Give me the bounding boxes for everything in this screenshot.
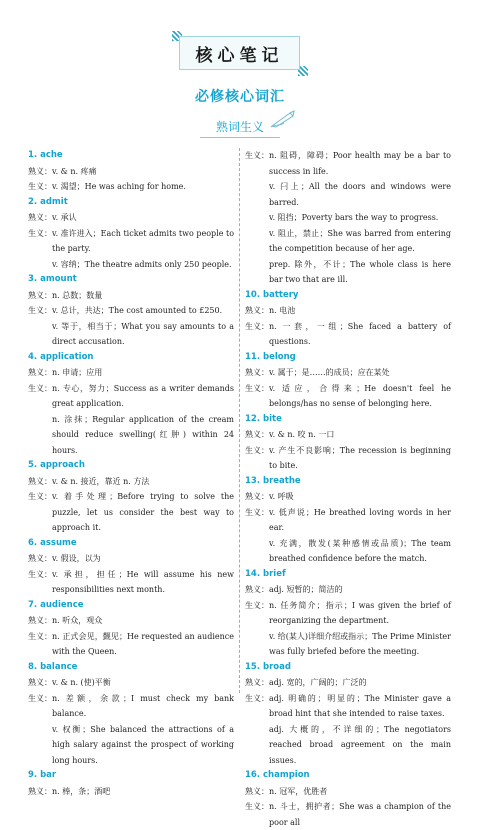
entry-line [28, 288, 234, 304]
sub-title: 熟词生义 [200, 116, 280, 138]
entry-line [245, 505, 451, 536]
entry-text: v. 产生不良影响；The recession is beginning to bite. [269, 445, 451, 470]
entry-label: 熟义： [245, 585, 269, 594]
header-title-box [179, 36, 300, 70]
column-divider [239, 148, 240, 693]
entry-heading: 7. audience [28, 599, 84, 610]
entry-heading: 14. brief [245, 568, 286, 579]
entry-continuation: v. 权衡；She balanced the attractions of a high salary against the prospect of working long hours. [52, 724, 234, 765]
entry-label: 熟义： [28, 166, 52, 176]
entry-continuation: n. 涂抹；Regular application of the cream should reduce swelling(红肿) within 24 hours. [52, 414, 234, 455]
entry-text: v. 渴望；He was aching for home. [52, 182, 186, 191]
entry-line [28, 179, 234, 195]
entry-text: v. 总计，共达；The cost amounted to £250. [52, 306, 223, 315]
entry-label: 熟义： [245, 786, 269, 796]
entry-text: n. 专心，努力；Success as a writer demands great application. [52, 383, 234, 408]
entry-label: 熟义： [28, 616, 52, 625]
entry-label: 生义： [28, 492, 52, 501]
entry-heading: 10. battery [245, 289, 299, 300]
entry-continuation: v. 闩上；All the doors and windows were barred. [269, 182, 451, 207]
entry-continuation: adj. 大概的，不详细的；The negotiators reached broad agreement on the main issues. [269, 724, 451, 765]
entry-heading: 1. ache [28, 150, 63, 160]
entry-text: v. 属于；是……的成员；应在某处 [269, 368, 390, 377]
entry-text: v. & n. 疼痛 [52, 166, 97, 176]
entry-text: adj. 明确的；明显的；The Minister gave a broad hint that she intended to raise taxes. [269, 693, 451, 718]
entry-text: n. 任务简介；指示；I was given the brief of reorganizing the department. [269, 600, 451, 625]
entry-label: 生义： [28, 569, 52, 579]
entry-line [28, 629, 234, 660]
entry-line [28, 613, 234, 629]
entry-text: v. 准许进入；Each ticket admits two people to the party. [52, 228, 235, 253]
entry-text: v. 适应，合得来；He doesn't feel he belongs/has no sense of belonging here. [269, 383, 451, 408]
entry-heading: 13. breathe [245, 475, 301, 486]
entry-label: 熟义： [245, 430, 269, 439]
entry-label: 熟义： [28, 678, 52, 687]
entry-label: 生义： [245, 321, 269, 331]
entry-heading: 3. amount [28, 274, 77, 284]
entry-label: 熟义： [245, 306, 269, 315]
entry-heading: 9. bar [28, 770, 57, 780]
entry-line [245, 582, 451, 598]
entry-line [28, 226, 234, 257]
entry-label: 熟义： [245, 678, 269, 687]
entry-text: n. 总数；数量 [52, 290, 103, 300]
entry-text: v. & n. 咬 n. 一口 [269, 430, 335, 439]
entry-line [28, 210, 234, 226]
entry-line [28, 675, 234, 691]
entry-line [28, 303, 234, 319]
entry-text: v. 着手处理；Before trying to solve the puzzle, let us consider the best way to approach it. [52, 492, 234, 532]
entry-heading: 8. balance [28, 661, 78, 672]
entry-text: n. 听众，观众 [52, 616, 103, 625]
entry-label: 生义： [28, 182, 52, 191]
entry-label: 生义： [245, 600, 269, 610]
entry-continuation: v. 阻止，禁止；She was barred from entering the competition because of her age. [269, 228, 451, 253]
entry-line [28, 551, 234, 567]
entry-line [245, 489, 451, 505]
entry-label: 生义： [28, 693, 52, 703]
entry-text: v. & n. (使)平衡 [52, 678, 111, 687]
entry-text: n. 棒，条；酒吧 [52, 786, 111, 796]
entry-label: 熟义： [245, 368, 269, 377]
entry-label: 熟义： [28, 476, 52, 486]
entry-text: n. 阻碍，障碍；Poor health may be a bar to success in life. [269, 151, 451, 176]
entry-heading: 5. approach [28, 460, 85, 470]
entry-text: n. 正式会见，觐见；He requested an audience with the Queen. [52, 631, 234, 656]
entry-label: 生义： [28, 383, 52, 393]
entry-label: 熟义： [28, 786, 52, 796]
entry-text: v. 假设，以为 [52, 554, 101, 563]
entry-label: 生义： [245, 693, 269, 703]
entry-text: adj. 短暂的；简洁的 [269, 585, 343, 594]
entry-text: v. 低声说；He breathed loving words in her ear. [269, 507, 451, 532]
entry-label: 熟义： [28, 554, 52, 563]
entry-line [28, 489, 234, 536]
entry-text: v. 承担，担任；He will assume his new responsibilities next month. [52, 569, 234, 594]
entry-text: n. 一套，一组；She faced a battery of questions. [269, 321, 451, 346]
header-title: 核心笔记 [195, 45, 284, 66]
entry-label: 生义： [28, 306, 52, 315]
entry-line [28, 567, 234, 598]
entry-continuation: v. 阻挡；Poverty bars the way to progress. [269, 213, 439, 222]
entry-line [245, 365, 451, 381]
entry-text: v. 呼吸 [269, 492, 294, 501]
entry-label: 生义： [245, 445, 269, 455]
entry-continuation: v. 容纳；The theatre admits only 250 people. [52, 259, 232, 269]
entry-heading: 4. application [28, 351, 94, 362]
entry-line [28, 691, 234, 722]
entry-line [28, 381, 234, 412]
entry-text: v. & n. 接近，靠近 n. 方法 [52, 476, 150, 486]
entry-line [245, 319, 451, 350]
entry-label: 熟义： [28, 290, 52, 300]
entry-line [28, 164, 234, 180]
entry-label: 熟义： [28, 213, 52, 222]
entry-line [28, 474, 234, 490]
left-column [28, 148, 234, 799]
entry-text: n. 申请；应用 [52, 368, 103, 377]
entry-continuation: v. 给(某人)详细介绍或指示；The Prime Minister was fully briefed before the meeting. [269, 631, 451, 656]
entry-label: 生义： [245, 802, 269, 811]
entry-line [28, 365, 234, 381]
entry-line [245, 303, 451, 319]
entry-heading: 12. bite [245, 413, 282, 424]
entry-label: 生义： [245, 507, 269, 517]
entry-label: 生义： [245, 151, 269, 160]
entry-line [245, 443, 451, 474]
entry-continuation: v. 充满，散发(某种感情或品质)；The team breathed confidence before the match. [269, 538, 451, 563]
entry-line [245, 691, 451, 722]
entry-line [245, 427, 451, 443]
entry-text: v. 承认 [52, 213, 77, 222]
entry-heading: 2. admit [28, 196, 68, 207]
entry-line [245, 381, 451, 412]
entry-line [245, 148, 451, 179]
entry-heading: 6. assume [28, 537, 77, 548]
entry-label: 熟义： [245, 492, 269, 501]
entry-text: adj. 宽的，广阔的；广泛的 [269, 678, 367, 687]
entry-heading: 11. belong [245, 351, 296, 362]
entry-heading: 15. broad [245, 661, 291, 672]
entry-line [245, 784, 451, 800]
pen-icon [270, 110, 296, 128]
entry-label: 生义： [28, 228, 52, 238]
entry-line [28, 784, 234, 800]
entry-label: 生义： [28, 631, 52, 641]
section-title: 必修核心词汇 [195, 89, 285, 105]
entry-line [245, 598, 451, 629]
right-column [245, 148, 451, 830]
entry-text: n. 电池 [269, 306, 296, 315]
entry-label: 熟义： [28, 368, 52, 377]
entry-continuation: v. 等于，相当于；What you say amounts to a direct accusation. [52, 321, 234, 346]
entry-text: n. 差额，余款；I must check my bank balance. [52, 693, 234, 718]
entry-heading: 16. champion [245, 770, 310, 780]
entry-line [245, 799, 451, 830]
entry-continuation: prep. 除外，不计；The whole class is here bar two that are ill. [269, 259, 451, 284]
entry-text: n. 冠军，优胜者 [269, 786, 328, 796]
entry-text: n. 斗士，拥护者；She was a champion of the poor all [269, 802, 451, 827]
entry-label: 生义： [245, 383, 269, 393]
entry-line [245, 675, 451, 691]
